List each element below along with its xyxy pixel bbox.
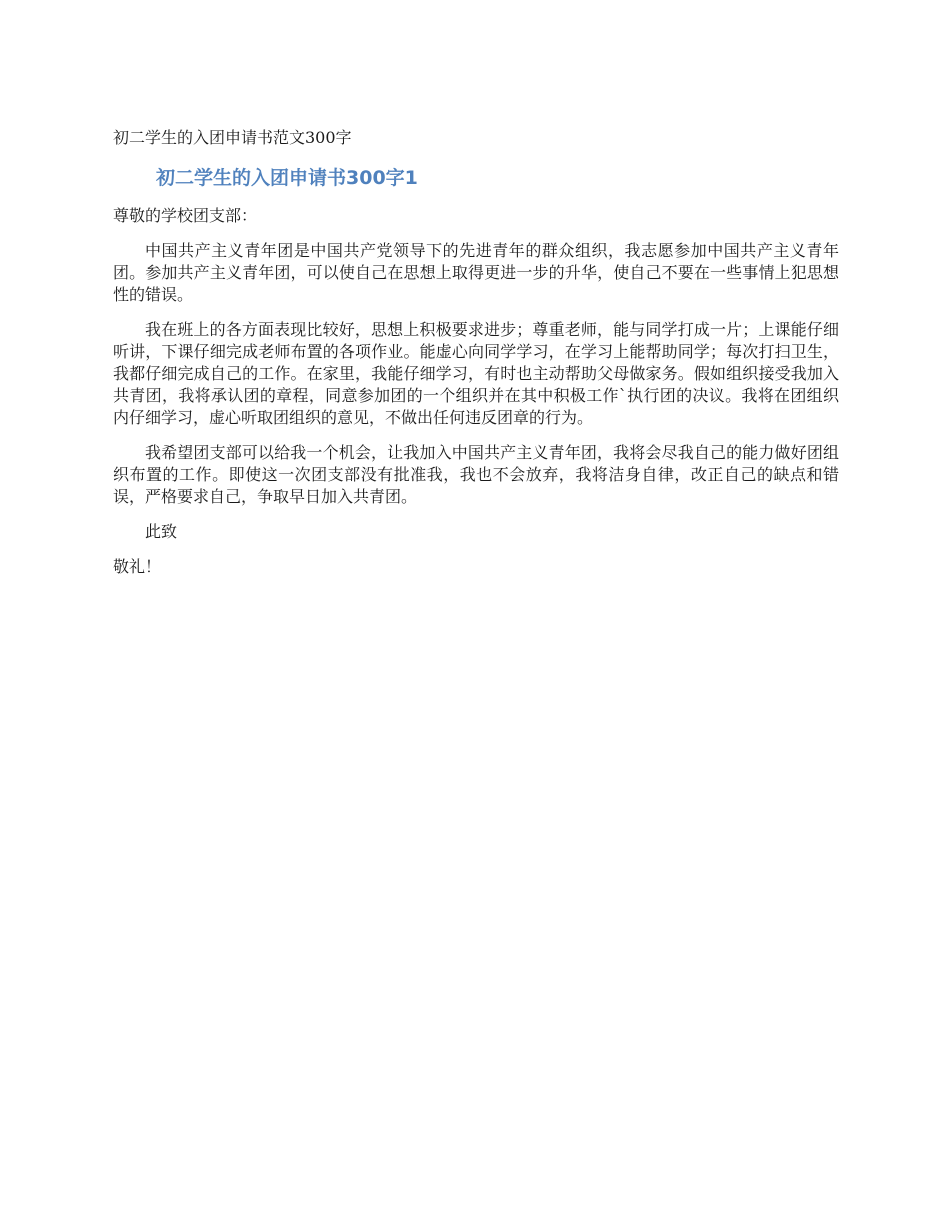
section-heading: 初二学生的入团申请书300字1 — [156, 167, 418, 189]
salutation: 尊敬的学校团支部： — [113, 206, 258, 225]
paragraph-1: 中国共产主义青年团是中国共产党领导下的先进青年的群众组织，我志愿参加中国共产主义青年团。参加共产主义青年团，可以使自己在思想上取得更进一步的升华，使自己不要在一些事情上犯思想性的错误。 — [113, 241, 839, 304]
closing-greeting: 此致 — [145, 522, 178, 541]
document-title: 初二学生的入团申请书范文300字 — [113, 128, 352, 147]
paragraph-2: 我在班上的各方面表现比较好，思想上积极要求进步；尊重老师，能与同学打成一片；上课能仔细听讲，下课仔细完成老师布置的各项作业。能虚心向同学学习，在学习上能帮助同学；每次打扫卫生，我都仔细完成自己的工作。在家里，我能仔细学习，有时也主动帮助父母做家务。假如组织接受我加入共青团，我将承认团的章程，同意参加团的一个组织并在其中积极工作`执行团的决议。我将在团组织内仔细学习，虚心听取团组织的意见，不做出任何违反团章的行为。 — [113, 320, 839, 427]
closing-salute: 敬礼！ — [113, 557, 162, 576]
letter-body — [113, 205, 839, 578]
paragraph-3: 我希望团支部可以给我一个机会，让我加入中国共产主义青年团，我将会尽我自己的能力做好团组织布置的工作。即使这一次团支部没有批准我，我也不会放弃，我将洁身自律，改正自己的缺点和错误，严格要求自己，争取早日加入共青团。 — [113, 443, 839, 506]
